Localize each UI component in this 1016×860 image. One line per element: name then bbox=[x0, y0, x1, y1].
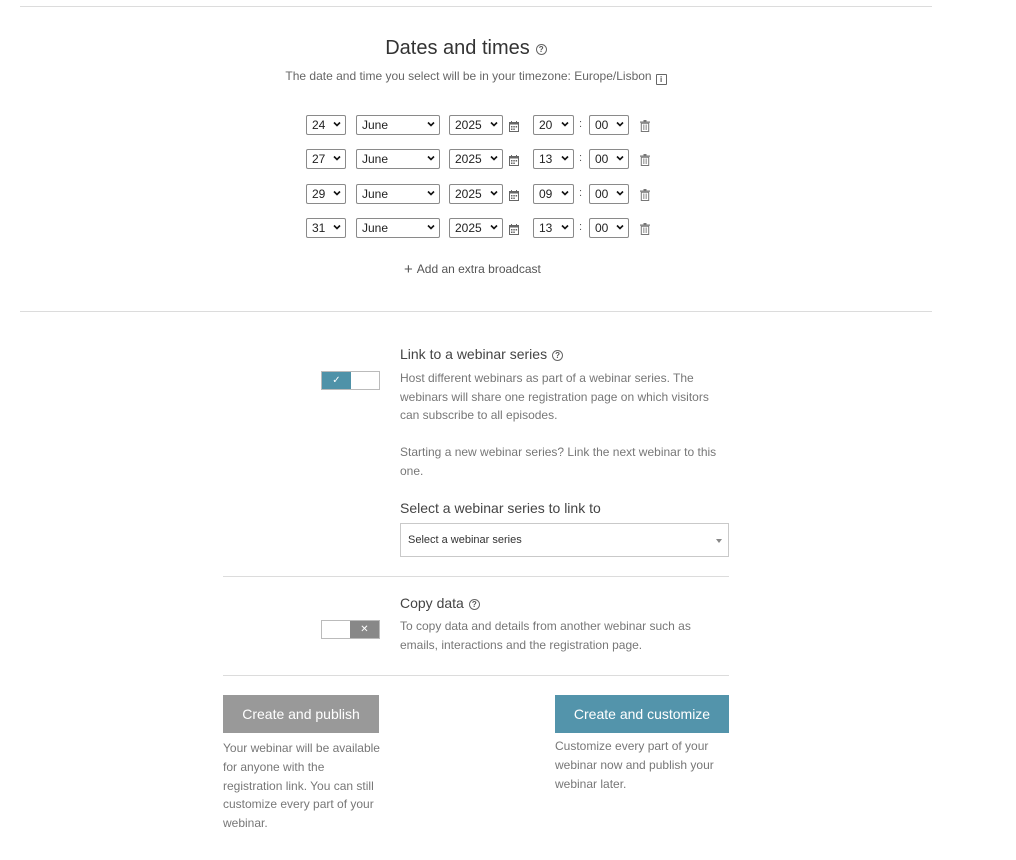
publish-description: Your webinar will be available for anyone with the registration link. You can still customize every part of your webinar. bbox=[223, 741, 380, 831]
top-divider bbox=[20, 6, 932, 7]
calendar-icon[interactable] bbox=[509, 188, 519, 199]
copy-data-description: To copy data and details from another webinar such as emails, interactions and the registration page. bbox=[400, 619, 691, 652]
link-series-title-text: Link to a webinar series bbox=[400, 346, 548, 362]
month-select-value: June bbox=[362, 152, 389, 166]
broadcast-row bbox=[306, 115, 666, 135]
close-icon: ✕ bbox=[350, 621, 379, 638]
chevron-down-icon bbox=[490, 120, 498, 128]
chevron-down-icon bbox=[333, 154, 341, 162]
month-select[interactable] bbox=[356, 184, 440, 204]
minute-select[interactable] bbox=[589, 149, 629, 169]
chevron-down-icon bbox=[561, 120, 569, 128]
hour-select-value: 13 bbox=[539, 221, 553, 235]
question-circle-icon[interactable]: ? bbox=[469, 599, 480, 610]
add-broadcast-link[interactable] bbox=[404, 261, 541, 278]
copy-divider-bottom bbox=[223, 675, 729, 676]
day-select[interactable] bbox=[306, 184, 346, 204]
day-select[interactable] bbox=[306, 149, 346, 169]
timezone-note-text: The date and time you select will be in your timezone: Europe/Lisbon bbox=[285, 69, 652, 83]
day-select-value: 27 bbox=[312, 152, 326, 166]
trash-icon[interactable] bbox=[640, 188, 650, 200]
year-select[interactable] bbox=[449, 149, 503, 169]
calendar-icon[interactable] bbox=[509, 222, 519, 233]
minute-select[interactable] bbox=[589, 115, 629, 135]
minute-select-value: 00 bbox=[595, 221, 609, 235]
trash-icon[interactable] bbox=[640, 153, 650, 165]
minute-select[interactable] bbox=[589, 184, 629, 204]
series-select-placeholder: Select a webinar series bbox=[408, 534, 522, 546]
chevron-down-icon bbox=[616, 120, 624, 128]
check-icon: ✓ bbox=[322, 372, 351, 389]
chevron-down-icon bbox=[333, 120, 341, 128]
time-separator: : bbox=[579, 118, 583, 130]
trash-icon[interactable] bbox=[640, 222, 650, 234]
timezone-note bbox=[0, 69, 952, 85]
info-icon[interactable]: i bbox=[656, 74, 667, 85]
year-select-value: 2025 bbox=[455, 221, 482, 235]
question-circle-icon[interactable]: ? bbox=[552, 350, 563, 361]
link-series-toggle[interactable] bbox=[321, 371, 380, 390]
chevron-down-icon bbox=[561, 223, 569, 231]
broadcast-row bbox=[306, 184, 666, 204]
webinar-series-select[interactable] bbox=[400, 523, 729, 557]
minute-select-value: 00 bbox=[595, 187, 609, 201]
broadcast-row bbox=[306, 218, 666, 238]
plus-icon: + bbox=[404, 261, 413, 278]
hour-select[interactable] bbox=[533, 115, 574, 135]
calendar-icon[interactable] bbox=[509, 153, 519, 164]
chevron-down-icon bbox=[490, 223, 498, 231]
hour-select-value: 09 bbox=[539, 187, 553, 201]
month-select-value: June bbox=[362, 118, 389, 132]
chevron-down-icon bbox=[427, 120, 435, 128]
day-select-value: 31 bbox=[312, 221, 326, 235]
link-series-description: Host different webinars as part of a webinar series. The webinars will share one registration page on which visitors can subscribe to all episodes. bbox=[400, 371, 709, 422]
section-divider bbox=[20, 311, 932, 312]
customize-description: Customize every part of your webinar now and publish your webinar later. bbox=[555, 739, 714, 791]
copy-data-title bbox=[400, 595, 480, 611]
series-select-label: Select a webinar series to link to bbox=[400, 500, 601, 516]
add-broadcast-label: Add an extra broadcast bbox=[416, 262, 541, 276]
year-select-value: 2025 bbox=[455, 187, 482, 201]
chevron-down-icon bbox=[616, 223, 624, 231]
hour-select[interactable] bbox=[533, 149, 574, 169]
year-select[interactable] bbox=[449, 184, 503, 204]
broadcast-row bbox=[306, 149, 666, 169]
time-separator: : bbox=[579, 152, 583, 164]
month-select[interactable] bbox=[356, 218, 440, 238]
hour-select[interactable] bbox=[533, 184, 574, 204]
time-separator: : bbox=[579, 221, 583, 233]
chevron-down-icon bbox=[490, 189, 498, 197]
year-select-value: 2025 bbox=[455, 118, 482, 132]
chevron-down-icon bbox=[333, 223, 341, 231]
chevron-down-icon bbox=[616, 154, 624, 162]
month-select-value: June bbox=[362, 221, 389, 235]
create-and-customize-button[interactable]: Create and customize bbox=[555, 695, 729, 733]
chevron-down-icon bbox=[427, 189, 435, 197]
trash-icon[interactable] bbox=[640, 119, 650, 131]
year-select[interactable] bbox=[449, 218, 503, 238]
dates-section-title bbox=[0, 37, 932, 60]
chevron-down-icon bbox=[427, 223, 435, 231]
chevron-down-icon bbox=[561, 189, 569, 197]
create-and-publish-button[interactable]: Create and publish bbox=[223, 695, 379, 733]
hour-select[interactable] bbox=[533, 218, 574, 238]
month-select-value: June bbox=[362, 187, 389, 201]
day-select[interactable] bbox=[306, 218, 346, 238]
new-series-hint: Starting a new webinar series? Link the next webinar to this one. bbox=[400, 445, 717, 478]
day-select-value: 29 bbox=[312, 187, 326, 201]
hour-select-value: 13 bbox=[539, 152, 553, 166]
hour-select-value: 20 bbox=[539, 118, 553, 132]
dropdown-arrow-icon bbox=[716, 539, 722, 543]
minute-select[interactable] bbox=[589, 218, 629, 238]
month-select[interactable] bbox=[356, 149, 440, 169]
minute-select-value: 00 bbox=[595, 152, 609, 166]
time-separator: : bbox=[579, 187, 583, 199]
copy-data-toggle[interactable] bbox=[321, 620, 380, 639]
copy-data-title-text: Copy data bbox=[400, 595, 464, 611]
chevron-down-icon bbox=[427, 154, 435, 162]
dates-title-text: Dates and times bbox=[385, 37, 530, 59]
calendar-icon[interactable] bbox=[509, 119, 519, 130]
chevron-down-icon bbox=[616, 189, 624, 197]
day-select[interactable] bbox=[306, 115, 346, 135]
copy-divider-top bbox=[223, 576, 729, 577]
question-circle-icon[interactable]: ? bbox=[536, 44, 547, 55]
chevron-down-icon bbox=[333, 189, 341, 197]
chevron-down-icon bbox=[561, 154, 569, 162]
link-series-title bbox=[400, 346, 563, 362]
year-select-value: 2025 bbox=[455, 152, 482, 166]
month-select[interactable] bbox=[356, 115, 440, 135]
day-select-value: 24 bbox=[312, 118, 326, 132]
minute-select-value: 00 bbox=[595, 118, 609, 132]
year-select[interactable] bbox=[449, 115, 503, 135]
chevron-down-icon bbox=[490, 154, 498, 162]
